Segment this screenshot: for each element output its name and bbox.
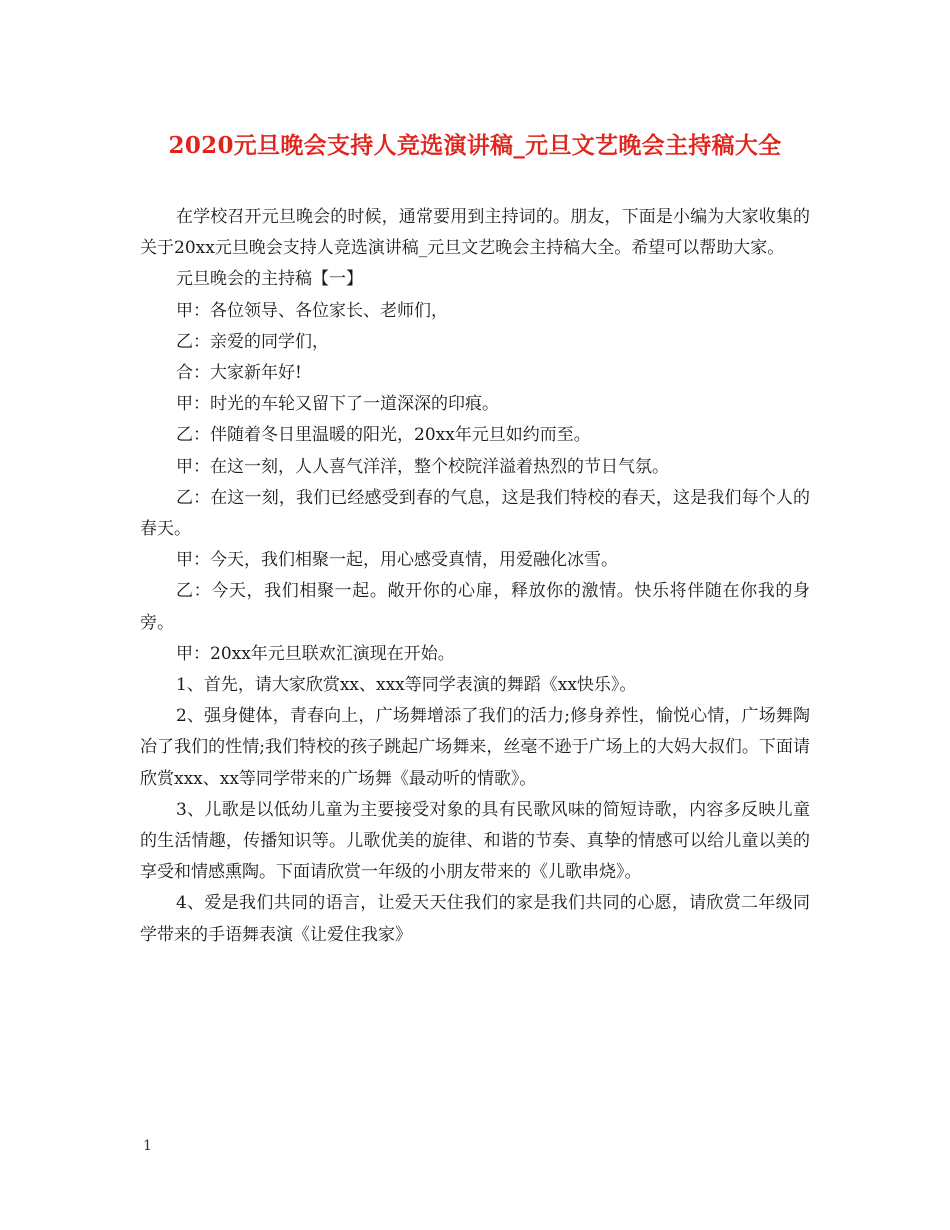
paragraph: 1、首先，请大家欣赏xx、xxx等同学表演的舞蹈《xx快乐》。 (176, 675, 637, 696)
paragraph: 2、强身健体，青春向上，广场舞增添了我们的活力;修身养性，愉悦心情，广场舞陶冶了我们的性情;我们特校的孩子跳起广场舞来，丝毫不逊于广场上的大妈大叔们。下面请欣赏xxx、xx等同学带来的广场舞《最动听的情歌》。 (140, 706, 810, 789)
paragraph: 乙：伴随着冬日里温暖的阳光，20xx年元旦如约而至。 (176, 425, 591, 446)
page-number: 1 (143, 1138, 152, 1154)
document-body (140, 202, 810, 951)
paragraph: 甲：各位领导、各位家长、老师们， (176, 300, 448, 321)
document-title: 2020元旦晚会支持人竞选演讲稿_元旦文艺晚会主持稿大全 (168, 132, 782, 159)
paragraph: 乙：亲爱的同学们， (176, 331, 329, 352)
paragraph: 乙：今天，我们相聚一起。敞开你的心扉，释放你的激情。快乐将伴随在你我的身旁。 (140, 581, 810, 633)
paragraph: 4、爱是我们共同的语言，让爱天天住我们的家是我们共同的心愿，请欣赏二年级同学带来的手语舞表演《让爱住我家》 (140, 893, 810, 945)
paragraph: 合：大家新年好! (176, 363, 302, 384)
paragraph: 乙：在这一刻，我们已经感受到春的气息，这是我们特校的春天，这是我们每个人的春天。 (140, 487, 810, 540)
paragraph: 甲：20xx年元旦联欢汇演现在开始。 (176, 643, 455, 664)
paragraph: 甲：时光的车轮又留下了一道深深的印痕。 (176, 394, 499, 415)
paragraph: 元旦晚会的主持稿【一】 (176, 269, 363, 290)
paragraph: 3、儿歌是以低幼儿童为主要接受对象的具有民歌风味的简短诗歌，内容多反映儿童的生活情趣，传播知识等。儿歌优美的旋律、和谐的节奏、真挚的情感可以给儿童以美的享受和情感熏陶。下面请欣赏一年级的小朋友带来的《儿歌串烧》。 (140, 799, 810, 883)
paragraph: 在学校召开元旦晚会的时候，通常要用到主持词的。朋友，下面是小编为大家收集的关于20xx元旦晚会支持人竞选演讲稿_元旦文艺晚会主持稿大全。希望可以帮助大家。 (140, 207, 810, 259)
paragraph: 甲：今天，我们相聚一起，用心感受真情，用爱融化冰雪。 (176, 550, 618, 571)
paragraph: 甲：在这一刻，人人喜气洋洋，整个校院洋溢着热烈的节日气氛。 (176, 456, 669, 477)
